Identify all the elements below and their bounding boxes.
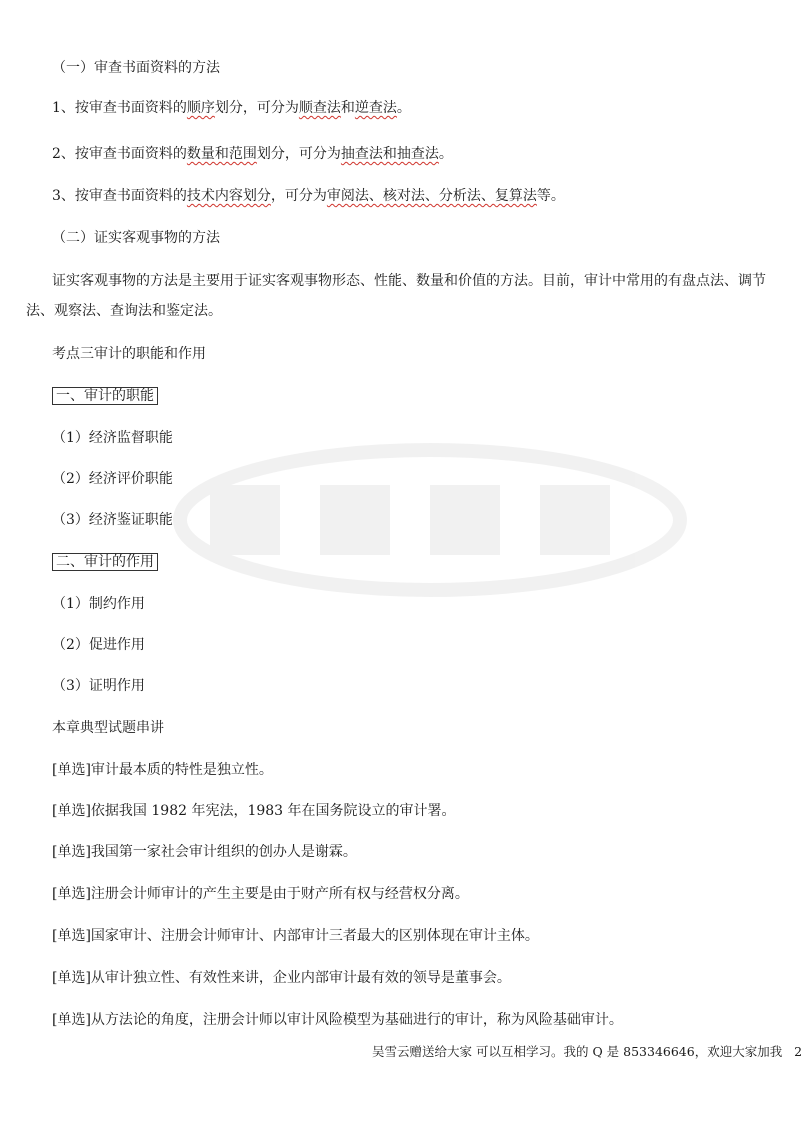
method-item-1-key-2: 顺查法 — [298, 100, 341, 116]
roles-heading-box: 二、审计的作用 — [52, 553, 158, 571]
footer-text: 吴雪云赠送给大家 可以互相学习。我的 Q 是 853346646，欢迎大家加我 — [372, 1044, 783, 1059]
topic-heading: 考点三审计的职能和作用 — [52, 346, 206, 362]
method-item-1-key-1: 顺序 — [186, 100, 215, 116]
method-item-3-tail: 等。 — [536, 188, 565, 204]
functions-heading-box: 一、审计的职能 — [52, 387, 158, 405]
section-1-heading: （一）审查书面资料的方法 — [52, 60, 220, 76]
review-item-6: [单选]从审计独立性、有效性来讲，企业内部审计最有效的领导是董事会。 — [52, 970, 511, 986]
method-item-3 — [52, 186, 565, 206]
function-item-1: （1）经济监督职能 — [52, 430, 173, 446]
section-2-paragraph: 证实客观事物的方法是主要用于证实客观事物形态、性能、数量和价值的方法。目前，审计中常用的有盘点法、调节法、观察法、查询法和鉴定法。 — [26, 273, 766, 319]
role-item-3: （3）证明作用 — [52, 678, 145, 694]
watermark-logo — [170, 440, 690, 600]
method-item-1 — [52, 98, 411, 118]
method-item-2 — [52, 144, 453, 164]
review-item-3: [单选]我国第一家社会审计组织的创办人是谢霖。 — [52, 844, 357, 860]
method-item-2-tail: 。 — [438, 146, 453, 162]
functions-heading — [52, 386, 158, 406]
method-item-2-key-2: 抽查法和抽查法 — [340, 146, 439, 162]
review-item-5: [单选]国家审计、注册会计师审计、内部审计三者最大的区别体现在审计主体。 — [52, 928, 539, 944]
review-item-1: [单选]审计最本质的特性是独立性。 — [52, 762, 273, 778]
function-item-3: （3）经济鉴证职能 — [52, 512, 173, 528]
review-item-7: [单选]从方法论的角度，注册会计师以审计风险模型为基础进行的审计，称为风险基础审计。 — [52, 1012, 623, 1028]
review-heading: 本章典型试题串讲 — [52, 720, 164, 736]
role-item-2: （2）促进作用 — [52, 637, 145, 653]
method-item-3-lead: 3、按审查书面资料的 — [52, 188, 187, 204]
method-item-3-mid: ，可分为 — [270, 188, 327, 204]
method-item-1-key-3: 逆查法 — [354, 100, 397, 116]
page-number: 2 — [794, 1044, 802, 1059]
method-item-2-key-1: 数量和范围 — [186, 146, 257, 162]
review-item-2: [单选]依据我国 1982 年宪法，1983 年在国务院设立的审计署。 — [52, 803, 456, 819]
method-item-1-tail: 。 — [396, 100, 411, 116]
method-item-2-mid: 划分，可分为 — [256, 146, 341, 162]
method-item-1-lead: 1、按审查书面资料的 — [52, 100, 187, 116]
roles-heading — [52, 552, 158, 572]
review-item-4: [单选]注册会计师审计的产生主要是由于财产所有权与经营权分离。 — [52, 886, 469, 902]
method-item-3-key-2: 审阅法、核对法、分析法、复算法 — [326, 188, 537, 204]
role-item-1: （1）制约作用 — [52, 596, 145, 612]
method-item-1-mid: 划分，可分为 — [214, 100, 299, 116]
method-item-2-lead: 2、按审查书面资料的 — [52, 146, 187, 162]
method-item-3-key-1: 技术内容划分 — [186, 188, 271, 204]
function-item-2: （2）经济评价职能 — [52, 471, 173, 487]
page-footer — [372, 1042, 802, 1060]
method-item-1-sep: 和 — [340, 100, 355, 116]
section-2-heading: （二）证实客观事物的方法 — [52, 230, 220, 246]
